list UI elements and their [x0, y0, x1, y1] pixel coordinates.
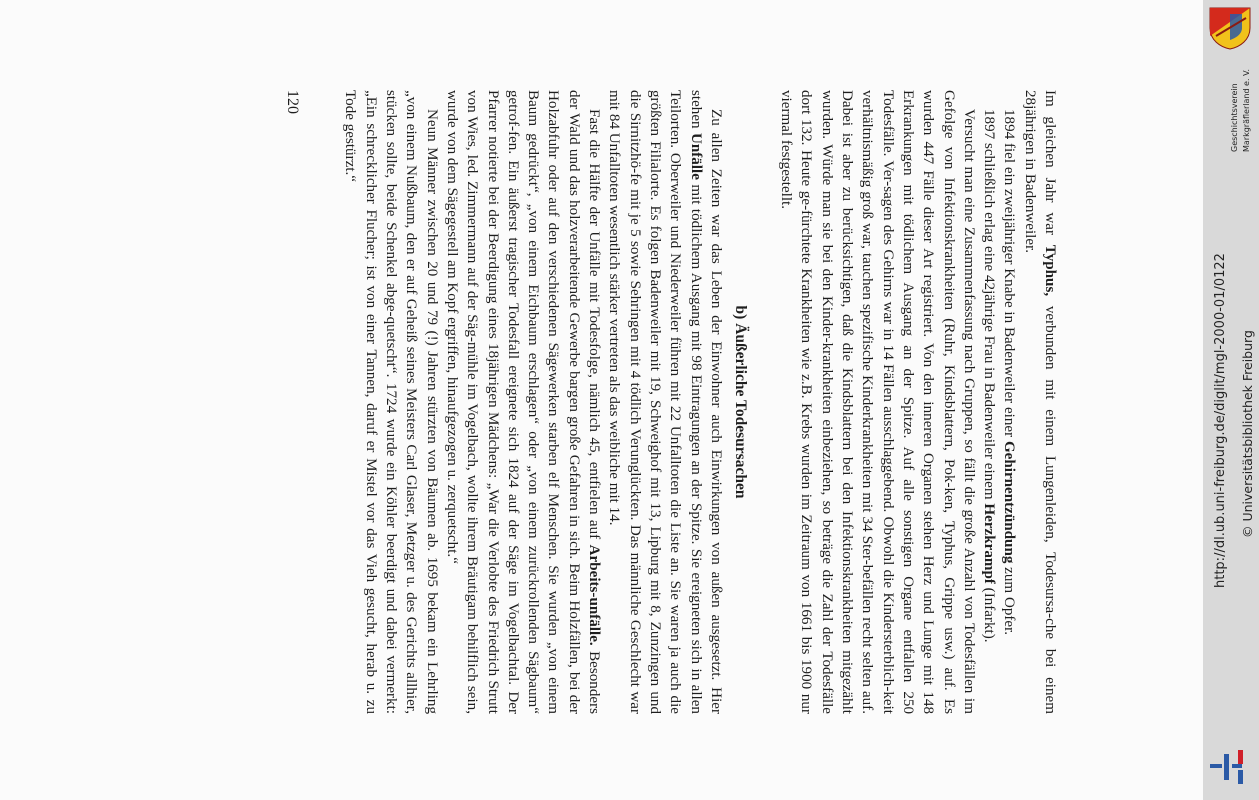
document-url[interactable]: http://dl.ub.uni-freiburg.de/diglit/mgl-2000-01/0122	[1213, 253, 1228, 588]
paragraph-gehirnentzuendung: 1894 fiel ein zweijähriger Knabe in Badenweiler einer Gehirnentzündung zum Opfer.	[1001, 109, 1018, 636]
paragraph-unfaelle: Zu allen Zeiten war das Leben der Einwohner auch Einwirkungen von außen ausgesetzt. Hier stehen Unfälle mit tödlichem Ausgang mit 98 Eintragungen an der Spitze. Sie ereigneten sich in allen Teilorten. Oberweiler und Niederweiler führen mit 22 Unfalltoten die Liste an. Sie waren ja auch die größten Filialorte. Es folgen Badenweiler mit 19, Schweighof mit 13, Lipburg mit 8, Zunzingen und die Sirnitzhö-fe mit je 5 sowie Sehringen mit 4 tödlich Verunglückten. Das männliche Geschlecht war mit 84 Unfalltoten wesentlich stärker vertreten als das weibliche mit 14.	[606, 90, 724, 714]
society-name-line1: Geschichtsverein	[1230, 83, 1239, 152]
copyright-notice: © Universitätsbibliothek Freiburg	[1240, 330, 1255, 538]
page-text-block	[100, 90, 1060, 714]
paragraph-herzkrampf: 1897 schließlich erlag eine 42jährige Frau in Badenweiler einem Herzkrampf (Infarkt).	[981, 109, 998, 643]
paragraph-arbeitsunfaelle: Fast die Hälfte der Unfälle mit Todesfolge, nämlich 45, entfielen auf Arbeits-unfälle. Besonders der Wald und das holzverarbeitende Gewerbe bargen große Gefahren in sich. Beim Holzfällen, bei der Holzabfuhr oder auf den verschiedenen Sägewerken starben elf Menschen. Sie wurden „von einem Baum gedrückt“, „von einem Eichbaum erschlagen“ oder „von einem zurückrollenden Sägbaum“ getrof-fen. Ein äußerst tragischer Todesfall ereignete sich 1824 auf der Säge im Vogelbachtal. Der Pfarrer notierte bei der Beerdigung eines 18jährigen Mädchens: „War die Verlobte des Friedrich Strutt von Wies, led. Zimmermann auf der Säg-mühle im Vogelbach, wollte ihrem Bräutigam behilflich sein, wurde von dem Sägegestell am Kopf ergriffen, hinaufgezogen u. zerquetscht.“	[443, 90, 603, 715]
university-library-logo-icon	[1208, 746, 1254, 786]
page-number: 120	[284, 90, 302, 114]
paragraph-baumstuerze: Neun Männer zwischen 20 und 79 (!) Jahren stürzten von Bäumen ab. 1695 bekam ein Lehrling „von einem Nußbaum, den er auf Geheiß seines Meisters Carl Glaser, Metzger u. des Gerichts allhier, stücken sollte, beide Schenkel abge-quetscht“. 1724 wurde ein Köhler beerdigt und dabei vermerkt: „Ein schrecklicher Flucher; ist von einer Tannen, daruf er Mistel vor das Vieh gesucht, herab u. zu Tode gestürzt.“	[342, 90, 440, 714]
paragraph-zusammenfassung: Versucht man eine Zusammenfassung nach Gruppen, so fällt die große Anzahl von Todesfällen im Gefolge von Infektionskrankheiten (Ruhr, Kindsblattern, Pok-ken, Typhus, Grippe usw.) auf. Es wurden 447 Fälle dieser Art registriert. Von den inneren Organen stehen Herz und Lunge mit 148 Erkrankungen mit tödlichem Ausgang an der Spitze. Auf alle sonstigen Organe entfallen 250 Todesfälle. Ver-sagen des Gehirns war in 14 Fällen ausschlaggebend. Obwohl die Kindersterblich-keit verhältnismäßig groß war, tauchen spezifische Kinderkrankheiten mit 34 Ster-befällen recht selten auf. Dabei ist aber zu berücksichtigen, daß die Kindsblattern bei den Infektionskrankheiten mitgezählt wurden. Würde man sie bei den Kinder-krankheiten einbeziehen, so beträge die Zahl der Todesfälle dort 132. Heute ge-fürchtete Krankheiten wie z.B. Krebs wurden im Zeitraum von 1661 bis 1900 nur viermal festgestellt.	[778, 90, 977, 714]
society-name-line2: Markgräflerland e. V.	[1242, 68, 1251, 152]
paragraph-typhus: Im gleichen Jahr war Typhus, verbunden mit einem Lungenleiden, Todesursa-che bei einem 28jährigen in Badenweiler.	[1021, 90, 1058, 714]
coat-of-arms-icon	[1206, 6, 1254, 50]
section-heading: b) Äußerliche Todesursachen	[731, 305, 749, 499]
